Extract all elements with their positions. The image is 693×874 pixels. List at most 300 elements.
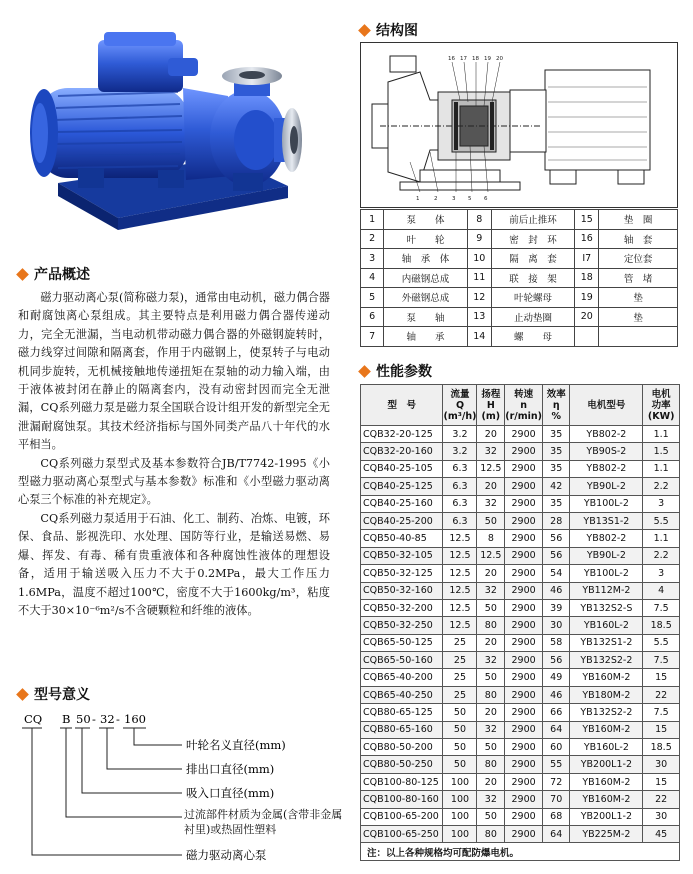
value-cell: 2900 [505,686,543,703]
model-cell: CQB80-65-160 [361,721,443,738]
value-cell: 20 [477,773,505,790]
value-cell: 30 [543,617,570,634]
perf-header-line: 扬程 [481,388,501,400]
value-cell: 2900 [505,739,543,756]
model-cell: CQB40-25-200 [361,512,443,529]
structure-number: 6 [484,196,488,202]
value-cell: YB160M-2 [570,773,643,790]
model-cell: CQB65-50-125 [361,634,443,651]
value-cell: 2900 [505,495,543,512]
parts-row [361,327,678,347]
value-cell: 56 [543,547,570,564]
value-cell: 2900 [505,634,543,651]
value-cell: 32 [477,443,505,460]
model-cell: CQB40-25-105 [361,460,443,477]
perf-header-line: % [551,410,561,422]
model-cell: CQB65-50-160 [361,652,443,669]
part-name: 密 封 环 [491,229,574,249]
part-name: 内磁钢总成 [384,268,467,288]
value-cell: 2.2 [643,478,680,495]
value-cell: 3 [643,565,680,582]
performance-title: 性能参数 [376,364,432,380]
value-cell: 50 [477,739,505,756]
perf-header-line: 转速 [514,388,534,400]
value-cell: 12.5 [443,530,477,547]
value-cell: 58 [543,634,570,651]
value-cell: 4 [643,582,680,599]
value-cell: YB200L1-2 [570,756,643,773]
perf-header-line: H [486,399,495,411]
value-cell: 32 [477,652,505,669]
value-cell: 1.5 [643,443,680,460]
perf-header-line: 型 号 [387,399,416,411]
value-cell: YB100L-2 [570,495,643,512]
perf-header-cell [570,385,643,426]
value-cell: 49 [543,669,570,686]
structure-number: 2 [434,196,438,202]
label-inlet-diameter: 吸入口直径(mm) [186,786,275,800]
value-cell: YB90S-2 [570,443,643,460]
code-part-outlet: 32 [100,712,115,726]
value-cell: 2900 [505,512,543,529]
code-part-impeller: 160 [124,712,146,726]
diamond-bullet-icon [358,365,371,378]
value-cell: 6.3 [443,495,477,512]
parts-row [361,210,678,230]
value-cell: 68 [543,808,570,825]
perf-header-line: Q [455,399,465,411]
model-cell: CQB50-32-125 [361,565,443,582]
model-cell: CQB40-25-125 [361,478,443,495]
model-cell: CQB100-65-200 [361,808,443,825]
diamond-bullet-icon [358,24,371,37]
model-cell: CQB50-32-200 [361,599,443,616]
value-cell: 2.2 [643,547,680,564]
part-name [599,327,678,347]
value-cell: 2900 [505,443,543,460]
value-cell: 32 [477,582,505,599]
code-part-series: CQ [24,712,43,726]
model-cell: CQB100-80-125 [361,773,443,790]
value-cell: 7.5 [643,599,680,616]
value-cell: 80 [477,617,505,634]
value-cell: 100 [443,791,477,808]
value-cell: YB802-2 [570,530,643,547]
perf-header-line: 流量 [450,388,470,400]
part-number: 7 [361,327,384,347]
value-cell: 2900 [505,547,543,564]
model-code-diagram [18,705,348,865]
table-row [361,721,680,738]
description-paragraph: 磁力驱动离心泵(简称磁力泵)，通常由电动机，磁力偶合器和耐腐蚀离心泵组成。其主要特点是利用磁力偶合器传递动力，完全无泄漏，当电动机带动磁力偶合器的外磁钢旋转时，磁力线穿过间隙和隔离套，作用于内磁钢上，使泵转子与电动机同步旋转，无机械接触地传递扭矩在泵轴的动力输入端，由于液体被封闭在静止的隔离套内，没有动密封因而完全无泄漏，CQ系列磁力泵是磁力泵全国联合设计组开发的新型完全无泄漏耐腐蚀泵。其技术经济指标与国外同类产品八十年代的水平相当。 [18,291,330,452]
value-cell: 20 [477,565,505,582]
table-row [361,652,680,669]
value-cell: YB180M-2 [570,686,643,703]
value-cell: 20 [477,634,505,651]
model-meaning-title: 型号意义 [34,687,90,703]
table-row [361,582,680,599]
table-row [361,599,680,616]
value-cell: 25 [443,634,477,651]
label-magnetic-pump: 磁力驱动离心泵 [186,848,267,862]
value-cell: 64 [543,825,570,842]
value-cell: 80 [477,756,505,773]
value-cell: YB90L-2 [570,547,643,564]
table-row [361,686,680,703]
structure-number: 3 [452,196,456,202]
value-cell: 60 [543,739,570,756]
perf-header-line: (m³/h) [443,410,477,422]
model-cell: CQB80-65-125 [361,704,443,721]
value-cell: 5.5 [643,634,680,651]
description-text [18,289,330,620]
part-name: 垫 [599,288,678,308]
part-number [575,327,599,347]
structure-number: 19 [484,56,491,62]
value-cell: YB132S2-2 [570,704,643,721]
part-name: 轴 承 体 [384,249,467,269]
model-cell: CQB50-32-160 [361,582,443,599]
performance-table [360,384,680,861]
table-row [361,530,680,547]
value-cell: 2900 [505,756,543,773]
model-cell: CQB32-20-160 [361,443,443,460]
label-impeller-diameter: 叶轮名义直径(mm) [186,738,286,752]
value-cell: 66 [543,704,570,721]
table-row [361,704,680,721]
model-cell: CQB100-80-160 [361,791,443,808]
code-part-dash: - [92,712,96,726]
part-number: 9 [467,229,491,249]
diamond-bullet-icon [16,268,29,281]
parts-row [361,249,678,269]
overview-heading [18,264,90,284]
table-row [361,443,680,460]
value-cell: YB160M-2 [570,791,643,808]
perf-header-cell [543,385,570,426]
value-cell: 64 [543,721,570,738]
value-cell: 2900 [505,773,543,790]
part-number: 10 [467,249,491,269]
value-cell: 45 [643,825,680,842]
value-cell: 22 [643,791,680,808]
value-cell: 100 [443,825,477,842]
value-cell: 35 [543,495,570,512]
value-cell: 56 [543,530,570,547]
perf-header-cell [361,385,443,426]
value-cell: YB160L-2 [570,739,643,756]
value-cell: 12.5 [443,565,477,582]
part-name: 叶 轮 [384,229,467,249]
perf-header-line: 电机型号 [587,399,626,411]
value-cell: 25 [443,686,477,703]
model-cell: CQB100-65-250 [361,825,443,842]
performance-note: 注：以上各种规格均可配防爆电机。 [361,843,680,861]
code-part-inlet: 50 [76,712,91,726]
value-cell: 15 [643,669,680,686]
part-number: 20 [575,307,599,327]
part-name: 螺 母 [491,327,574,347]
part-name: 管 堵 [599,268,678,288]
value-cell: 50 [443,721,477,738]
value-cell: 42 [543,478,570,495]
value-cell: 5.5 [643,512,680,529]
part-number: 6 [361,307,384,327]
perf-header-line: 电机 [651,388,671,400]
part-number: 3 [361,249,384,269]
value-cell: 50 [443,704,477,721]
table-row [361,773,680,790]
value-cell: 50 [477,808,505,825]
value-cell: 12.5 [477,460,505,477]
part-name: 泵 体 [384,210,467,230]
part-number: 18 [575,268,599,288]
value-cell: 50 [443,756,477,773]
value-cell: YB112M-2 [570,582,643,599]
code-part-dash: - [116,712,120,726]
value-cell: 12.5 [443,582,477,599]
part-number: 16 [575,229,599,249]
model-cell: CQB40-25-160 [361,495,443,512]
value-cell: 7.5 [643,704,680,721]
parts-row [361,229,678,249]
table-row [361,426,680,443]
value-cell: 100 [443,773,477,790]
value-cell: 2900 [505,478,543,495]
value-cell: 2900 [505,721,543,738]
perf-header-cell [477,385,505,426]
value-cell: 2900 [505,426,543,443]
value-cell: 2900 [505,825,543,842]
parts-table [360,209,678,347]
value-cell: 15 [643,773,680,790]
value-cell: 7.5 [643,652,680,669]
value-cell: YB13S1-2 [570,512,643,529]
value-cell: 50 [477,669,505,686]
value-cell: YB90L-2 [570,478,643,495]
performance-heading [360,361,432,381]
value-cell: YB100L-2 [570,565,643,582]
value-cell: 3.2 [443,443,477,460]
model-cell: CQB80-50-200 [361,739,443,756]
value-cell: 30 [643,756,680,773]
perf-header-line: (r/min) [505,410,542,422]
structure-drawing [360,42,678,208]
value-cell: YB132S2-2 [570,652,643,669]
table-row [361,495,680,512]
value-cell: 2900 [505,617,543,634]
value-cell: 50 [477,599,505,616]
value-cell: 56 [543,652,570,669]
part-name: 泵 轴 [384,307,467,327]
value-cell: 12.5 [443,617,477,634]
value-cell: 80 [477,686,505,703]
value-cell: YB132S2-S [570,599,643,616]
table-row [361,739,680,756]
value-cell: 2900 [505,599,543,616]
perf-header-line: η [552,399,560,411]
value-cell: 6.3 [443,512,477,529]
part-number: 1 [361,210,384,230]
value-cell: 54 [543,565,570,582]
part-number: 19 [575,288,599,308]
value-cell: 2900 [505,704,543,721]
value-cell: 30 [643,808,680,825]
value-cell: 2900 [505,791,543,808]
value-cell: 20 [477,704,505,721]
value-cell: 50 [477,512,505,529]
model-cell: CQB80-50-250 [361,756,443,773]
label-material: 过流部件材质为金属(含带非金属衬里)或热固性塑料 [184,808,343,836]
value-cell: 6.3 [443,460,477,477]
part-number: 14 [467,327,491,347]
value-cell: YB160M-2 [570,669,643,686]
value-cell: 35 [543,426,570,443]
part-number: 15 [575,210,599,230]
value-cell: 2900 [505,530,543,547]
description-paragraph: CQ系列磁力泵型式及基本参数符合JB/T7742-1995《小型磁力驱动离心泵型式与基本参数》标准和《小型磁力驱动离心泵三个标准的补充规定》。 [18,456,330,507]
model-meaning-heading [18,684,90,704]
table-row [361,791,680,808]
part-name: 联 接 架 [491,268,574,288]
part-name: 前后止推环 [491,210,574,230]
value-cell: 72 [543,773,570,790]
structure-number: 5 [468,196,472,202]
perf-header-cell [443,385,477,426]
code-part-material: B [62,712,71,726]
part-number: 12 [467,288,491,308]
value-cell: 1.1 [643,460,680,477]
parts-row [361,268,678,288]
value-cell: 28 [543,512,570,529]
value-cell: 2900 [505,565,543,582]
value-cell: 1.1 [643,426,680,443]
value-cell: 2900 [505,582,543,599]
table-row [361,808,680,825]
value-cell: 2900 [505,669,543,686]
value-cell: 39 [543,599,570,616]
part-name: 轴 套 [599,229,678,249]
perf-header-cell [505,385,543,426]
part-number: 11 [467,268,491,288]
value-cell: YB200L1-2 [570,808,643,825]
structure-number: 1 [416,196,420,202]
part-name: 止动垫圈 [491,307,574,327]
table-row [361,617,680,634]
value-cell: 18.5 [643,739,680,756]
table-row [361,669,680,686]
table-row [361,478,680,495]
part-name: 叶轮螺母 [491,288,574,308]
part-number: 4 [361,268,384,288]
value-cell: 2900 [505,652,543,669]
table-row [361,565,680,582]
value-cell: 32 [477,495,505,512]
perf-header-line: 功率 [651,399,671,411]
structure-title: 结构图 [376,23,418,39]
pump-photo [18,18,308,248]
part-number: 2 [361,229,384,249]
part-number: I7 [575,249,599,269]
value-cell: 3.2 [443,426,477,443]
value-cell: 20 [477,478,505,495]
label-outlet-diameter: 排出口直径(mm) [186,762,275,776]
value-cell: 25 [443,669,477,686]
value-cell: 70 [543,791,570,808]
perf-header-line: n [520,399,527,411]
perf-header-line: (KW) [647,410,675,422]
value-cell: 55 [543,756,570,773]
value-cell: 50 [443,739,477,756]
model-cell: CQB32-20-125 [361,426,443,443]
structure-number: 16 [448,56,455,62]
overview-title: 产品概述 [34,267,90,283]
model-cell: CQB65-40-250 [361,686,443,703]
diamond-bullet-icon [16,688,29,701]
table-row [361,547,680,564]
value-cell: 35 [543,443,570,460]
perf-header-cell [643,385,680,426]
value-cell: 46 [543,686,570,703]
value-cell: 8 [477,530,505,547]
value-cell: YB802-2 [570,460,643,477]
part-name: 隔 离 套 [491,249,574,269]
value-cell: 12.5 [443,547,477,564]
value-cell: 6.3 [443,478,477,495]
structure-number: 18 [472,56,479,62]
model-cell: CQB50-40-85 [361,530,443,547]
value-cell: 12.5 [443,599,477,616]
value-cell: 20 [477,426,505,443]
model-cell: CQB50-32-250 [361,617,443,634]
parts-row [361,288,678,308]
table-row [361,825,680,842]
value-cell: 32 [477,721,505,738]
part-number: 5 [361,288,384,308]
table-row [361,460,680,477]
structure-heading [360,20,418,40]
model-cell: CQB50-32-105 [361,547,443,564]
value-cell: 18.5 [643,617,680,634]
value-cell: 22 [643,686,680,703]
part-number: 8 [467,210,491,230]
value-cell: 15 [643,721,680,738]
value-cell: 46 [543,582,570,599]
value-cell: 12.5 [477,547,505,564]
part-name: 轴 承 [384,327,467,347]
part-name: 外磁钢总成 [384,288,467,308]
structure-number: 17 [460,56,467,62]
value-cell: YB160M-2 [570,721,643,738]
perf-header-line: (m) [481,410,501,422]
value-cell: 80 [477,825,505,842]
part-name: 定位套 [599,249,678,269]
value-cell: 3 [643,495,680,512]
value-cell: 1.1 [643,530,680,547]
part-number: 13 [467,307,491,327]
value-cell: YB132S1-2 [570,634,643,651]
structure-number: 20 [496,56,503,62]
model-cell: CQB65-40-200 [361,669,443,686]
part-name: 垫 [599,307,678,327]
value-cell: YB225M-2 [570,825,643,842]
value-cell: YB160L-2 [570,617,643,634]
table-row [361,512,680,529]
value-cell: 25 [443,652,477,669]
description-paragraph: CQ系列磁力泵适用于石油、化工、制药、冶炼、电镀，环保、食品、影视洗印、水处理、国防等行业，是输送易燃、易爆、挥发、有毒、稀有贵重液体和各种腐蚀性液体的理想设备，适用于输送吸入压力不大于0.2MPa，最大工作压力1.6MPa，温度不超过100℃，密度不大于1600kg/m³，粘度不大于30×10⁻⁶m²/s不含硬颗粒和纤维的液体。 [18,511,330,617]
table-row [361,756,680,773]
value-cell: 35 [543,460,570,477]
